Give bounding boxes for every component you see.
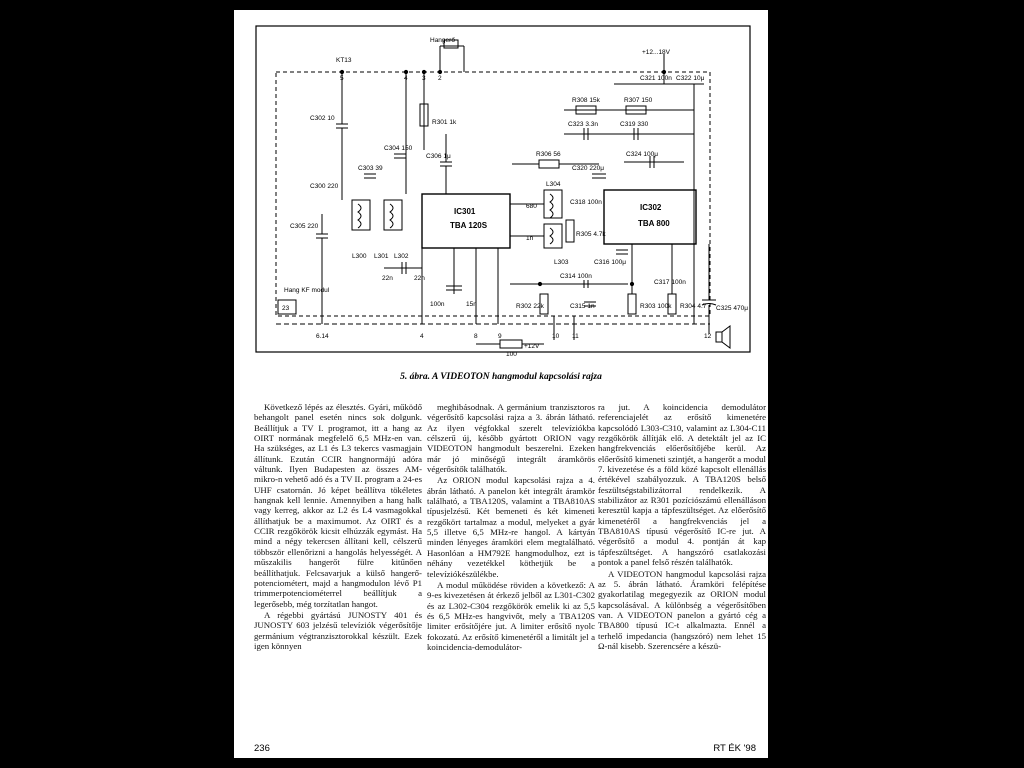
label-c303: C303 39 (358, 165, 383, 172)
svg-text:4: 4 (420, 333, 424, 340)
paragraph: A régebbi gyártású JUNOSTY 401 és JUNOSTY 603 jelzésű televíziók végerősítője germánium végtranzisztorokkal készült. Ezek igen könnyen (254, 609, 422, 651)
svg-text:6.14: 6.14 (316, 333, 329, 340)
label-r303: R303 100k (640, 303, 672, 310)
label-c324: C324 100μ (626, 151, 658, 158)
text-column-1 (254, 402, 422, 651)
label-r100: 100 (506, 351, 517, 356)
label-r308: R308 15k (572, 97, 600, 104)
label-c325: C325 470μ (716, 305, 748, 312)
label-c311: 680 (526, 203, 537, 210)
label-c300: C300 220 (310, 183, 339, 190)
label-c323: C323 3.3n (568, 121, 598, 128)
label-l301: L301 (374, 253, 389, 260)
label-c307: 22n (414, 275, 425, 282)
svg-text:3: 3 (422, 75, 426, 82)
label-c313: 100n (430, 301, 445, 308)
label-c322: C322 10μ (676, 75, 705, 82)
label-module: Hang KF modul (284, 287, 330, 294)
label-c309: 22n (382, 275, 393, 282)
circuit-schematic (254, 24, 754, 356)
label-ic302: IC302 (640, 203, 662, 212)
label-ic301: IC301 (454, 207, 476, 216)
text-column-2 (427, 402, 595, 652)
label-c315: C315 1n (570, 303, 595, 310)
label-l300: L300 (352, 253, 367, 260)
svg-text:8: 8 (474, 333, 478, 340)
label-c302: C302 10 (310, 115, 335, 122)
label-l303: L303 (554, 259, 569, 266)
label-r305: R305 4.7k (576, 231, 606, 238)
svg-text:2: 2 (438, 75, 442, 82)
svg-text:12: 12 (704, 333, 712, 340)
label-c304: C304 150 (384, 145, 413, 152)
label-ic301-type: TBA 120S (450, 221, 488, 230)
label-r304: R304 4.7 (680, 303, 707, 310)
journal-name: RT ÉK '98 (713, 743, 756, 754)
label-r306: R306 56 (536, 151, 561, 158)
label-r301: R301 1k (432, 119, 457, 126)
label-supply12: +12V (524, 343, 540, 350)
figure-caption: 5. ábra. A VIDEOTON hangmodul kapcsolási rajza (400, 372, 602, 382)
text-column-3 (598, 402, 766, 651)
paragraph: Az ORION modul kapcsolási rajza a 4. ábrán látható. A panelon két integrált áramkör található, a TBA120S, valamint a TBA810AS típusjelzésű. Két bemeneti és két kimeneti rezgőkört tartalmaz a modul, melyeket a gyár 5,5 illetve 6,5 MHz-re hangol. A kártyán minden lényeges áramköri elem megtalálható. Hasonlóan a HM792E hangmodulhoz, ezt is néhány vezetékkel köthetjük be a televíziókészülékbe. (427, 475, 595, 579)
label-c310: 1n (526, 235, 534, 242)
svg-text:9: 9 (498, 333, 502, 340)
label-volume: Hangerő (430, 37, 455, 44)
paragraph: ra jut. A koincidencia demodulátor referenciajelét az erősítő kimenetére kapcsolódó L303-C310, valamint az L304-C11 rezgőkörök állítják elő. A detektált jel az IC hangfrekvenciás előerősítőjébe kerül. Az előerősítő kimeneti szintjét, a hangerőt a modul 7. kivezetése és a föld közé kapcsolt ellenállás értékével szabályozzuk. A TBA120S belső feszültségstabilizátorral rendelkezik. A stabilizátor az R301 pozíciószámú ellenálláson keresztül kapja a tápfeszültséget. Az előerősítő kimenetéről a hangfrekvenciás jel a TBA810AS típusú végerősítő IC-re jut. A végerősítő a modul 4. pontján át kap tápfeszültséget. A hangszóró csatlakozási pontok a panel felső részén találhatók. (598, 402, 766, 568)
label-c306: C306 1μ (426, 153, 451, 160)
page-number: 236 (254, 743, 270, 754)
label-ic302-type: TBA 800 (638, 219, 670, 228)
label-r302: R302 22k (516, 303, 544, 310)
label-c314: C314 100n (560, 273, 592, 280)
label-l304: L304 (546, 181, 561, 188)
label-c318: C318 100n (570, 199, 602, 206)
label-c319: C319 330 (620, 121, 649, 128)
scanned-page (234, 10, 768, 758)
svg-text:10: 10 (552, 333, 560, 340)
paragraph: Következő lépés az élesztés. Gyári, működő behangolt panel esetén nincs sok dolgunk. Beállítjuk a TV I. programot, itt a hang az OIRT normának megfelelő 6,5 MHz-en van. Ha szükséges, az L1 és L3 tekercs vasmagjain állítunk. Ezután CCIR hangnormájú adóra váltunk. Ilyen Budapesten az összes AM-mikro-n vehető adó és a TV II. program a 24-es UHF csatornán. Jó képet beállítva tökéletes hangnak kell lennie. Amennyiben a hang halk vagy kerreg, akkor az L2 és L4 vasmagokkal állíthatjuk be a maximumot. Az OIRT és a CCIR rezgőkörök kicsit elhúzzák egymást. Ha mind a négy tekercsen állítani kell, célszerű többször ellenőrizni a hangolás helyességét. A műszakilis hangerőt fülre kitűnően beállíthatjuk. Felcsavarjuk a külső hangerő-potenciométert, majd a hangmodulon lévő P1 trimmerpotenciométerrel beállítjuk a legerősebb, még torzítatlan hangot. (254, 402, 422, 609)
label-c321: C321 100n (640, 75, 672, 82)
paragraph: A VIDEOTON hangmodul kapcsolási rajza az 5. ábrán látható. Áramköri felépítése gyakorlatilag megegyezik az ORION modul kapcsolásával. A különbség a végerősítőben van. A VIDEOTON panelon a gyártó cég a TBA800 típusú IC-t alkalmazta. Ennél a terhelő impedancia (hangszóró) nem lehet 15 Ω-nál kisebb. Szerencsére a készü- (598, 568, 766, 651)
label-c305: C305 220 (290, 223, 319, 230)
label-module-no: 23 (282, 305, 290, 312)
paragraph: A modul működése röviden a következő: A 9-es kivezetésen át érkező jelből az L301-C302 és az L302-C304 rezgőkörök emelik ki az 5,5 és 6,5 MHz-es hangvivőt, mely a TBA120S limiter erősítőjére jut. A limiter erősítő nyolc fokozatú. Az erősítő kimenetéről a limitált jel a koincidencia-demodulátor- (427, 579, 595, 652)
label-kt: KT13 (336, 57, 352, 64)
label-c312: 15n (466, 301, 477, 308)
label-r307: R307 150 (624, 97, 653, 104)
label-c317: C317 100n (654, 279, 686, 286)
label-supply: +12...18V (642, 49, 671, 56)
label-l302: L302 (394, 253, 409, 260)
paragraph: meghibásodnak. A germánium tranzisztoros végerősítő kapcsolási rajza a 3. ábrán látható. Az ilyen végfokkal szerelt televíziókba célszerű új, később gyártott ORION vagy VIDEOTON hangmodult beszerelni. Ezeken már jó minőségű integrált áramkörös végerősítők találhatók. (427, 402, 595, 475)
label-c316: C316 100μ (594, 259, 626, 266)
svg-text:5: 5 (340, 75, 344, 82)
label-c320: C320 220μ (572, 165, 604, 172)
svg-text:4: 4 (404, 75, 408, 82)
svg-text:11: 11 (572, 333, 579, 340)
